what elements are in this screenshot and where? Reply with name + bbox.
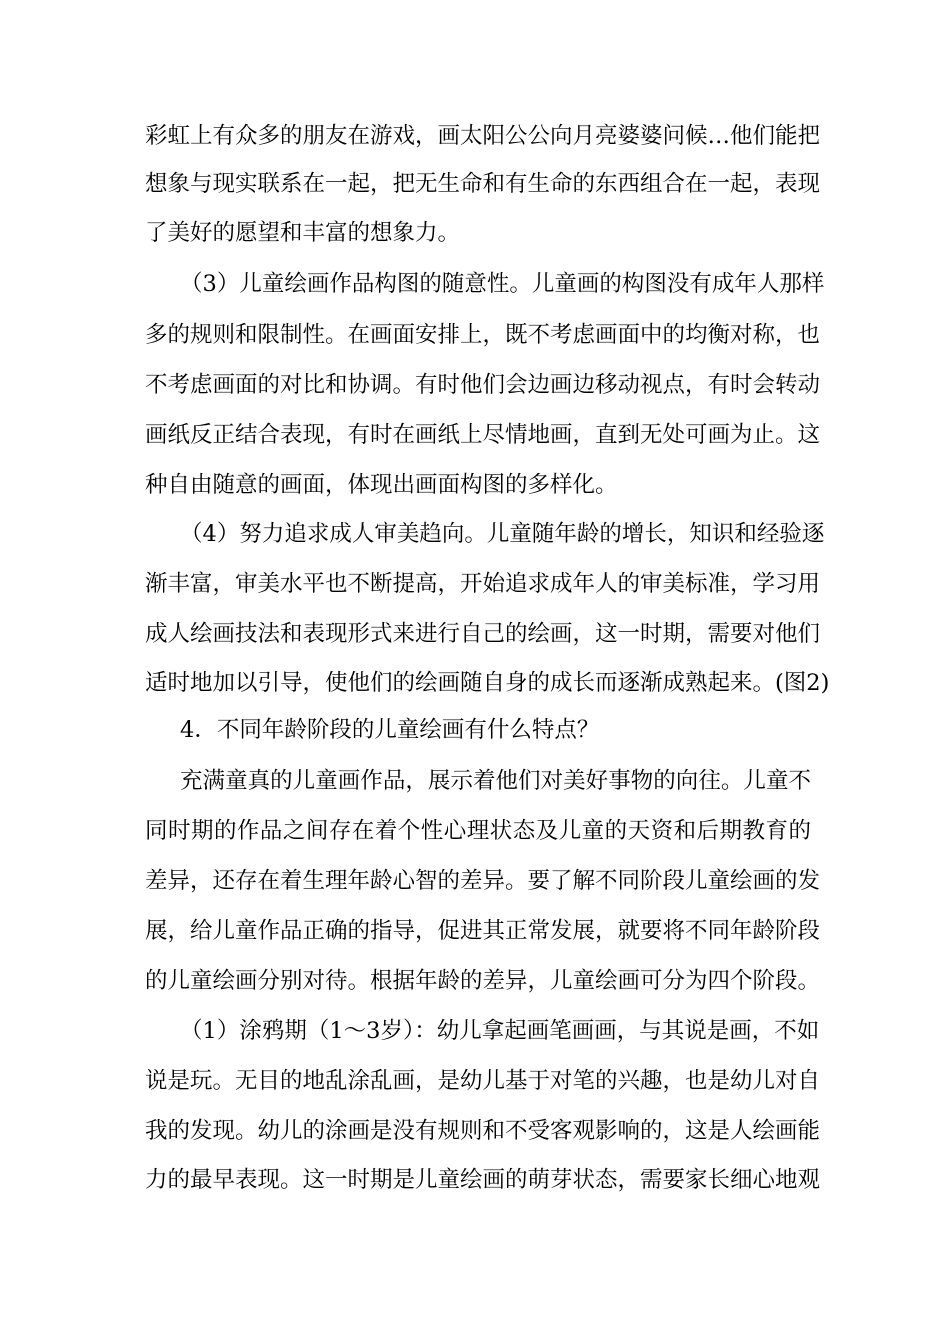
text-line-5: 多的规则和限制性。在画面安排上，既不考虑画面中的均衡对称，也	[145, 322, 821, 348]
text-line-22: 力的最早表现。这一时期是儿童绘画的萌芽状态，需要家长细心地观	[145, 1167, 821, 1193]
text-line-18: 的儿童绘画分别对待。根据年龄的差异，儿童绘画可分为四个阶段。	[145, 968, 821, 994]
text-line-11: 成人绘画技法和表现形式来进行自己的绘画，这一时期，需要对他们	[145, 621, 821, 647]
text-line-14: 充满童真的儿童画作品，展示着他们对美好事物的向往。儿童不	[180, 768, 811, 794]
text-line-21: 我的发现。幼儿的涂画是没有规则和不受客观影响的，这是人绘画能	[145, 1118, 821, 1144]
text-line-13: 4．不同年龄阶段的儿童绘画有什么特点？	[180, 717, 600, 743]
text-line-15: 同时期的作品之间存在着个性心理状态及儿童的天资和后期教育的	[145, 818, 811, 844]
text-line-12: 适时地加以引导，使他们的绘画随自身的成长而逐渐成熟起来。(图2)	[145, 670, 830, 696]
text-line-19: （1）涂鸦期（1～3岁）：幼儿拿起画笔画画，与其说是画，不如	[180, 1018, 820, 1044]
text-line-8: 种自由随意的画面，体现出画面构图的多样化。	[145, 472, 618, 498]
text-line-4: （3）儿童绘画作品构图的随意性。儿童画的构图没有成年人那样	[180, 271, 825, 297]
text-line-1: 彩虹上有众多的朋友在游戏，画太阳公公向月亮婆婆问候…他们能把	[145, 123, 821, 149]
text-line-16: 差异，还存在着生理年龄心智的差异。要了解不同阶段儿童绘画的发	[145, 868, 821, 894]
text-line-10: 渐丰富，审美水平也不断提高，开始追求成年人的审美标准，学习用	[145, 571, 821, 597]
text-line-6: 不考虑画面的对比和协调。有时他们会边画边移动视点，有时会转动	[145, 372, 821, 398]
text-line-20: 说是玩。无目的地乱涂乱画，是幼儿基于对笔的兴趣，也是幼儿对自	[145, 1068, 821, 1094]
text-line-7: 画纸反正结合表现，有时在画纸上尽情地画，直到无处可画为止。这	[145, 422, 821, 448]
text-line-9: （4）努力追求成人审美趋向。儿童随年龄的增长，知识和经验逐	[180, 521, 825, 547]
text-line-17: 展，给儿童作品正确的指导，促进其正常发展，就要将不同年龄阶段	[145, 918, 821, 944]
text-line-3: 了美好的愿望和丰富的想象力。	[145, 220, 461, 246]
text-line-2: 想象与现实联系在一起，把无生命和有生命的东西组合在一起，表现	[145, 171, 821, 197]
